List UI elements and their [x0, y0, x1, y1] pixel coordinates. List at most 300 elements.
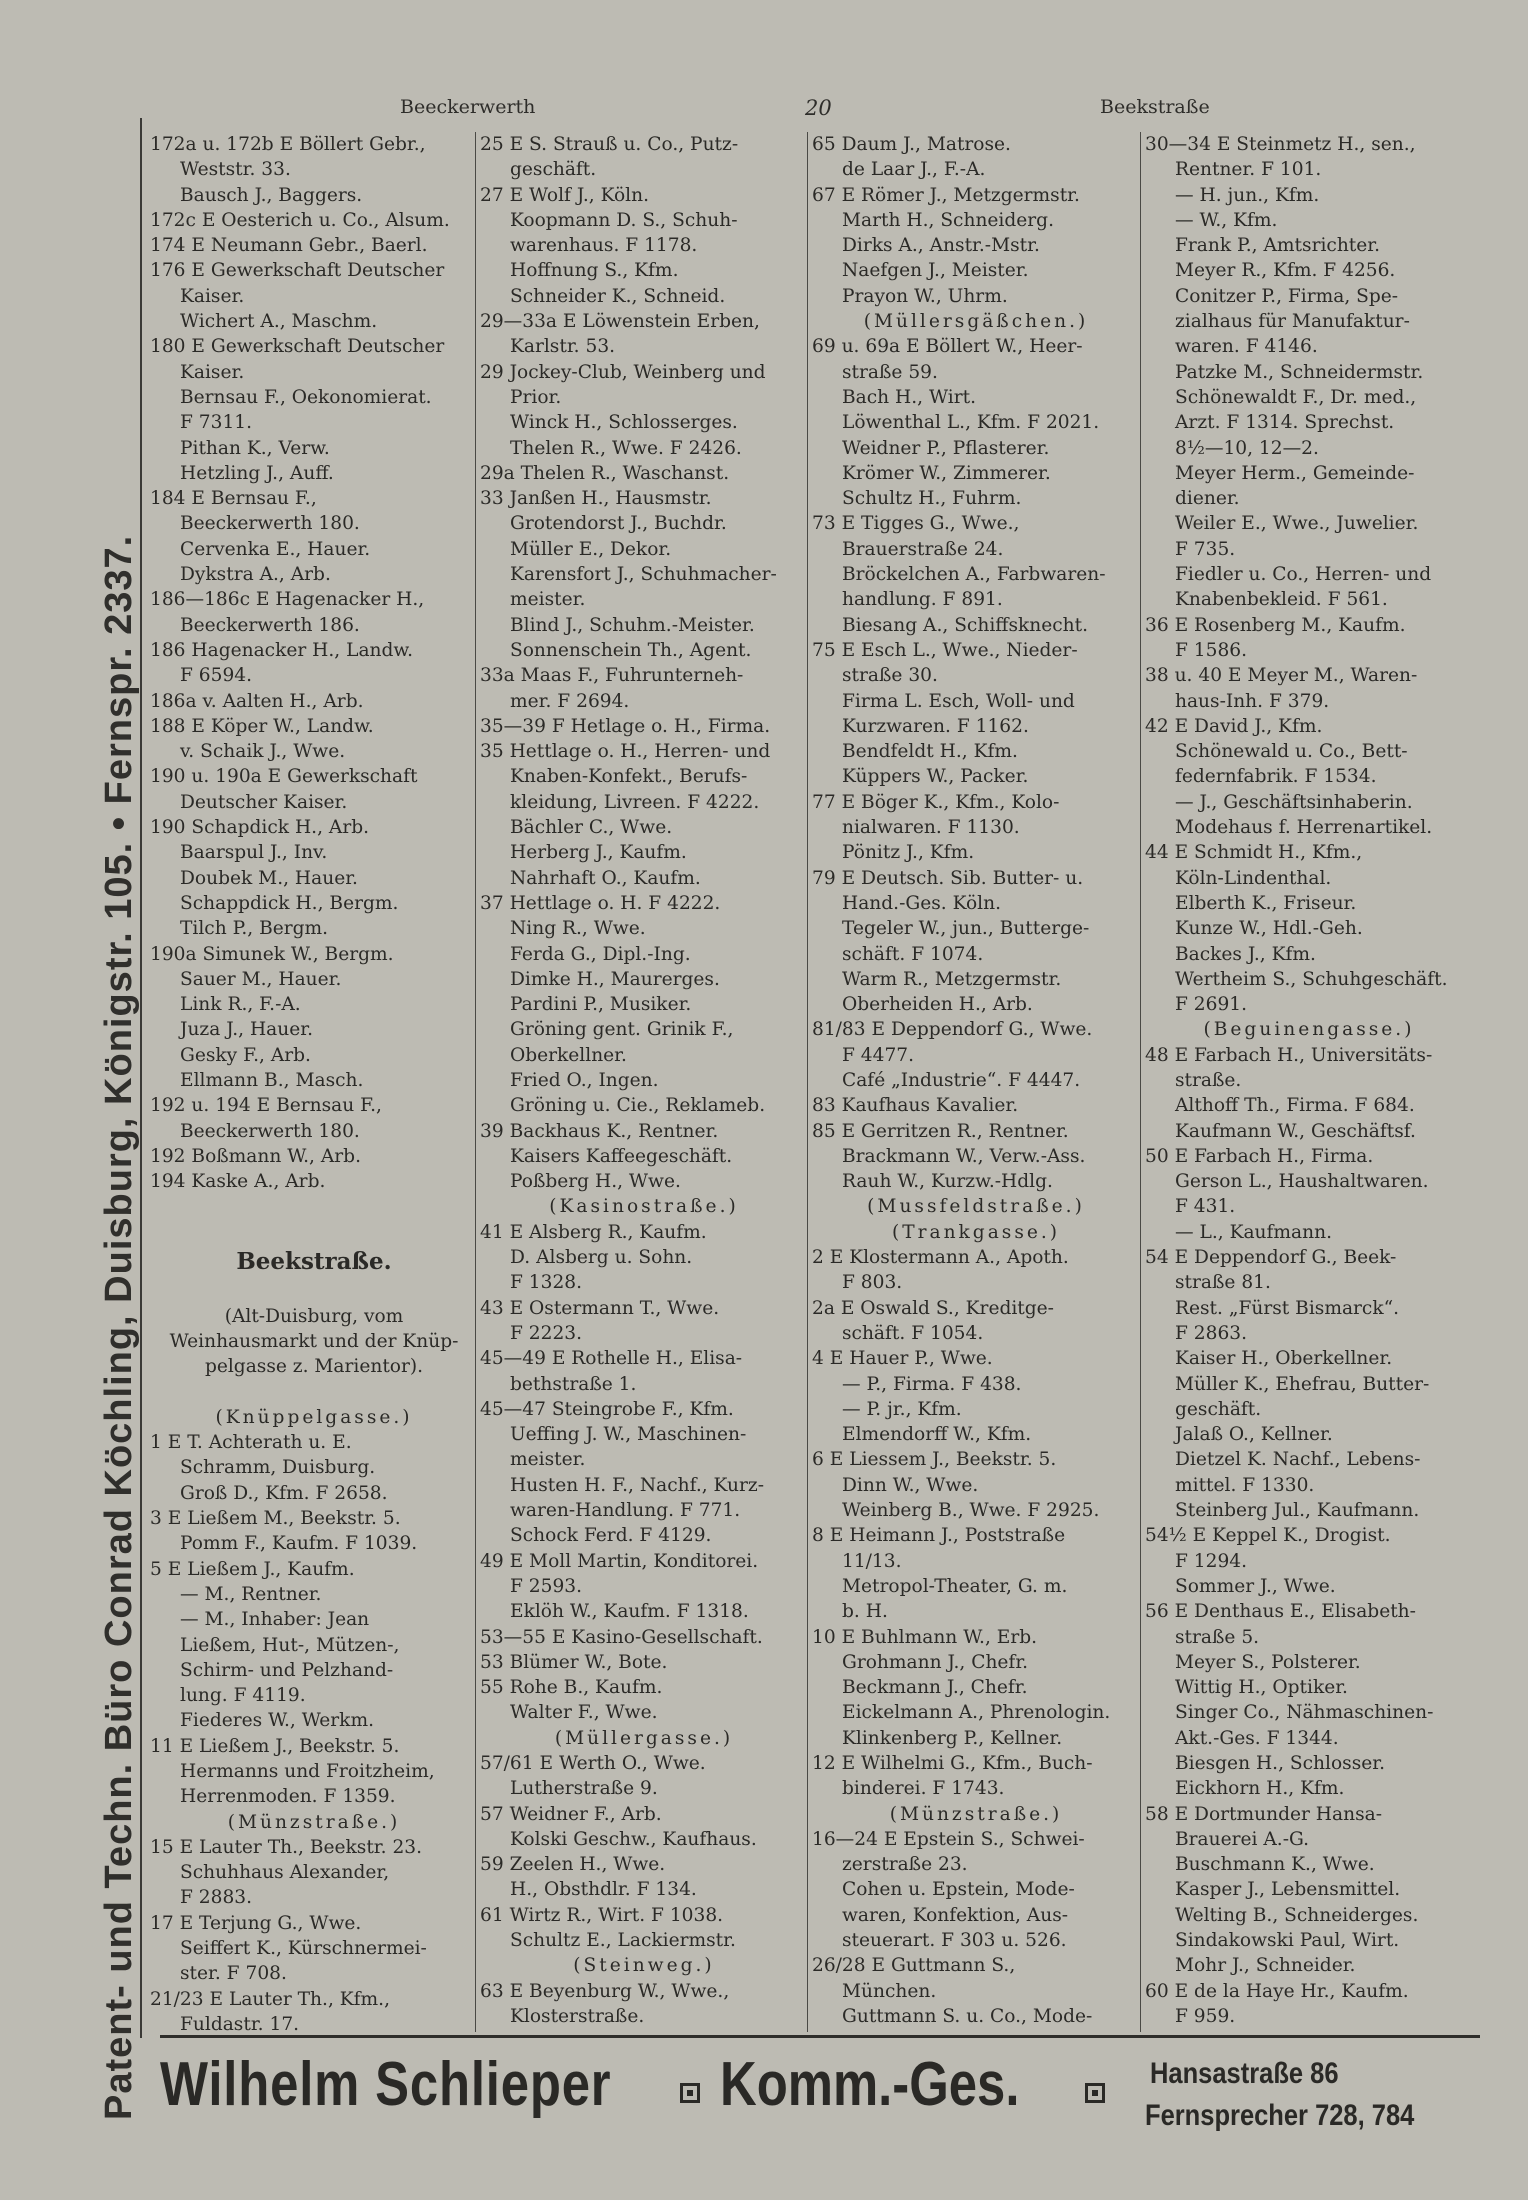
directory-entry: Kaufmann W., Geschäftsf. — [1175, 1120, 1416, 1142]
directory-entry: 57/61 E Werth O., Wwe. — [480, 1753, 706, 1774]
cross-street-label: (Beguinengasse.) — [1203, 1019, 1415, 1041]
directory-entry: Poßberg H., Wwe. — [510, 1171, 681, 1193]
directory-entry: Metropol-Theater, G. m. — [842, 1575, 1068, 1597]
directory-entry: ster. F 708. — [180, 1963, 287, 1985]
bottom-advertisement — [160, 2045, 1490, 2155]
directory-entry: 11 E Ließem J., Beekstr. 5. — [150, 1735, 400, 1757]
directory-entry: Schappdick H., Bergm. — [180, 892, 399, 914]
directory-entry: meister. — [510, 589, 586, 611]
directory-entry: Patzke M., Schneidermstr. — [1175, 361, 1424, 383]
directory-entry: 42 E David J., Kfm. — [1145, 715, 1323, 737]
directory-entry: Dimke H., Maurerges. — [510, 968, 720, 990]
directory-entry: Link R., F.-A. — [180, 994, 301, 1016]
directory-entry: Biesgen H., Schlosser. — [1175, 1753, 1386, 1774]
directory-entry: federnfabrik. F 1534. — [1175, 766, 1377, 788]
directory-entry: Eickelmann A., Phrenologin. — [842, 1702, 1111, 1724]
page-number: 20 — [805, 96, 832, 120]
directory-entry: — P., Firma. F 438. — [842, 1373, 1022, 1395]
directory-entry: Weinhausmarkt und der Knüp- — [169, 1330, 459, 1352]
directory-entry: straße 59. — [842, 361, 938, 383]
directory-entry: 27 E Wolf J., Köln. — [480, 184, 649, 206]
directory-entry: Elberth K., Friseur. — [1175, 892, 1357, 914]
side-divider — [140, 118, 142, 2038]
directory-entry: F 6594. — [180, 665, 253, 687]
bottom-divider — [160, 2035, 1480, 2038]
directory-entry: mittel. F 1330. — [1175, 1474, 1315, 1496]
directory-entry: 12 E Wilhelmi G., Kfm., Buch- — [812, 1753, 1093, 1774]
directory-entry: Gesky F., Arb. — [180, 1044, 311, 1066]
directory-entry: Fiedler u. Co., Herren- und — [1175, 564, 1432, 586]
directory-entry: Arzt. F 1314. Sprechst. — [1175, 412, 1395, 434]
directory-entry: 44 E Schmidt H., Kfm., — [1145, 842, 1363, 864]
directory-entry: F 1294. — [1175, 1550, 1248, 1572]
directory-entry: F 735. — [1175, 538, 1236, 560]
directory-entry: Hoffnung S., Kfm. — [510, 260, 679, 282]
directory-entry — [150, 1278, 478, 1303]
directory-entry: Fuldastr. 17. — [180, 2013, 300, 2032]
directory-entry: 54½ E Keppel K., Drogist. — [1145, 1525, 1391, 1547]
directory-entry: 79 E Deutsch. Sib. Butter- u. — [812, 867, 1084, 889]
directory-entry: 33 Janßen H., Hausmstr. — [480, 488, 712, 510]
column-1 — [150, 132, 478, 2032]
directory-entry: 4 E Hauer P., Wwe. — [812, 1348, 993, 1370]
directory-entry: straße 5. — [1175, 1626, 1260, 1648]
directory-entry: Grotendorst J., Buchdr. — [510, 513, 727, 535]
directory-entry: 174 E Neumann Gebr., Baerl. — [150, 235, 428, 257]
column-3 — [812, 132, 1140, 2032]
directory-entry: Hand.-Ges. Köln. — [842, 892, 1002, 914]
directory-entry: 83 Kaufhaus Kavalier. — [812, 1095, 1019, 1117]
directory-entry: F 1586. — [1175, 639, 1248, 661]
directory-entry: nialwaren. F 1130. — [842, 817, 1020, 839]
directory-entry: 194 Kaske A., Arb. — [150, 1171, 326, 1193]
directory-entry: Wittig H., Optiker. — [1175, 1677, 1348, 1699]
directory-entry: — M., Rentner. — [180, 1583, 322, 1605]
directory-entry: Sindakowski Paul, Wirt. — [1175, 1930, 1400, 1952]
directory-entry: Schönewald u. Co., Bett- — [1175, 741, 1408, 763]
cross-street-label: (Müllergasse.) — [554, 1727, 734, 1749]
directory-entry — [150, 1220, 478, 1245]
directory-entry: Café „Industrie“. F 4447. — [842, 1069, 1081, 1091]
directory-entry: Schuhhaus Alexander, — [180, 1862, 390, 1884]
directory-entry: Dykstra A., Arb. — [180, 564, 331, 586]
column-2 — [480, 132, 808, 2032]
directory-entry: Eklöh W., Kaufm. F 1318. — [510, 1601, 749, 1623]
directory-entry: Rentner. F 101. — [1175, 159, 1322, 181]
directory-entry: Pardini P., Musiker. — [510, 994, 692, 1016]
directory-entry: straße. — [1175, 1069, 1242, 1091]
directory-entry: 43 E Ostermann T., Wwe. — [480, 1297, 720, 1319]
directory-entry — [150, 1380, 478, 1405]
directory-entry: diener. — [1175, 488, 1240, 510]
directory-entry: München. — [842, 1980, 937, 2002]
directory-entry: Kunze W., Hdl.-Geh. — [1175, 918, 1363, 940]
directory-entry: 2 E Klostermann A., Apoth. — [812, 1247, 1069, 1269]
directory-entry: Karlstr. 53. — [510, 336, 616, 358]
directory-entry: 55 Rohe B., Kaufm. — [480, 1677, 663, 1699]
directory-entry: H., Obsthdlr. F 134. — [510, 1879, 697, 1901]
directory-entry — [812, 2029, 1140, 2032]
directory-entry: 176 E Gewerkschaft Deutscher — [150, 260, 445, 282]
directory-entry: Modehaus f. Herrenartikel. — [1175, 817, 1433, 839]
directory-entry: 37 Hettlage o. H. F 4222. — [480, 892, 721, 914]
directory-entry: 26/28 E Guttmann S., — [812, 1955, 1016, 1977]
cross-street-label: (Trankgasse.) — [891, 1221, 1061, 1243]
directory-entry: 8½—10, 12—2. — [1175, 437, 1319, 459]
directory-entry: F 431. — [1175, 1196, 1236, 1218]
directory-entry: Ning R., Wwe. — [510, 918, 646, 940]
directory-entry: 53 Blümer W., Bote. — [480, 1651, 668, 1673]
directory-entry: mer. F 2694. — [510, 690, 630, 712]
directory-entry: 41 E Alsberg R., Kaufm. — [480, 1221, 707, 1243]
directory-entry: F 2691. — [1175, 994, 1248, 1016]
directory-entry: steuerart. F 303 u. 526. — [842, 1930, 1067, 1952]
directory-entry: 1 E T. Achterath u. E. — [150, 1432, 352, 1454]
directory-entry: binderei. F 1743. — [842, 1778, 1005, 1800]
directory-entry: Pomm F., Kaufm. F 1039. — [180, 1533, 418, 1555]
directory-entry: 30—34 E Steinmetz H., sen., — [1145, 134, 1416, 155]
directory-entry: 172c E Oesterich u. Co., Alsum. — [150, 209, 450, 231]
directory-entry: Bach H., Wirt. — [842, 386, 976, 408]
directory-entry: (Alt-Duisburg, vom — [224, 1305, 404, 1327]
directory-entry: Cervenka E., Hauer. — [180, 538, 371, 560]
directory-entry: Gröning u. Cie., Reklameb. — [510, 1095, 766, 1117]
directory-entry: Herrenmoden. F 1359. — [180, 1786, 396, 1808]
directory-entry: — P. jr., Kfm. — [842, 1398, 962, 1420]
directory-entry: Marth H., Schneiderg. — [842, 209, 1054, 231]
directory-entry: 172a u. 172b E Böllert Gebr., — [150, 134, 426, 155]
ornament-box-icon — [680, 2083, 700, 2103]
directory-entry: Schultz E., Lackiermstr. — [510, 1930, 736, 1952]
directory-entry: 186—186c E Hagenacker H., — [150, 589, 425, 611]
directory-entry: — J., Geschäftsinhaberin. — [1175, 791, 1413, 813]
directory-entry: Eickhorn H., Kfm. — [1175, 1778, 1345, 1800]
directory-entry: Schock Ferd. F 4129. — [510, 1525, 712, 1547]
directory-entry: Beckmann J., Chefr. — [842, 1677, 1028, 1699]
directory-entry: 21/23 E Lauter Th., Kfm., — [150, 1988, 390, 2010]
directory-entry: Pönitz J., Kfm. — [842, 842, 975, 864]
directory-entry: zerstraße 23. — [842, 1854, 968, 1876]
directory-entry: Dietzel K. Nachf., Lebens- — [1175, 1449, 1421, 1471]
directory-entry: warenhaus. F 1178. — [510, 235, 698, 257]
side-advertisement: Patent- und Techn. Büro Conrad Köchling, Duisburg, Königstr. 105. • Fernspr. 2337. — [98, 534, 140, 2120]
directory-entry: D. Alsberg u. Sohn. — [510, 1247, 693, 1269]
directory-entry: Schirm- und Pelzhand- — [180, 1659, 394, 1681]
directory-entry: Warm R., Metzgermstr. — [842, 968, 1062, 990]
directory-entry: Prior. — [510, 386, 562, 408]
directory-entry: Biesang A., Schiffsknecht. — [842, 614, 1089, 636]
directory-entry: — L., Kaufmann. — [1175, 1221, 1332, 1243]
directory-entry: schäft. F 1054. — [842, 1322, 984, 1344]
directory-entry: Herberg J., Kaufm. — [510, 842, 687, 864]
directory-entry: Backes J., Kfm. — [1175, 943, 1316, 965]
directory-entry: Tilch P., Bergm. — [180, 918, 329, 940]
directory-entry: Grohmann J., Chefr. — [842, 1651, 1029, 1673]
directory-entry: Buschmann K., Wwe. — [1175, 1854, 1375, 1876]
directory-entry: geschäft. — [1175, 1398, 1262, 1420]
header-left-street: Beeckerwerth — [400, 96, 536, 118]
directory-entry: 188 E Köper W., Landw. — [150, 715, 374, 737]
directory-entry: Lutherstraße 9. — [510, 1778, 658, 1800]
directory-entry: Kaisers Kaffeegeschäft. — [510, 1145, 733, 1167]
directory-entry: Pithan K., Verw. — [180, 437, 330, 459]
directory-entry: Husten H. F., Nachf., Kurz- — [510, 1474, 764, 1496]
directory-entry: 56 E Denthaus E., Elisabeth- — [1145, 1601, 1416, 1623]
directory-entry: 17 E Terjung G., Wwe. — [150, 1912, 362, 1934]
directory-entry: Tegeler W., jun., Butterge- — [842, 918, 1090, 940]
column-divider — [1140, 132, 1141, 2032]
directory-entry: Frank P., Amtsrichter. — [1175, 235, 1381, 257]
directory-entry: Weiler E., Wwe., Juwelier. — [1175, 513, 1419, 535]
directory-entry: — H. jun., Kfm. — [1175, 184, 1320, 206]
directory-entry: Deutscher Kaiser. — [180, 791, 348, 813]
directory-entry: Firma L. Esch, Woll- und — [842, 690, 1075, 712]
directory-entry: Knaben-Konfekt., Berufs- — [510, 766, 748, 788]
directory-entry: 25 E S. Strauß u. Co., Putz- — [480, 134, 739, 155]
directory-entry: Kolski Geschw., Kaufhaus. — [510, 1828, 757, 1850]
cross-street-label: (Mussfeldstraße.) — [867, 1196, 1085, 1218]
directory-entry: Klosterstraße. — [510, 2005, 645, 2027]
directory-entry: Winck H., Schlosserges. — [510, 412, 738, 434]
directory-entry: 186 Hagenacker H., Landw. — [150, 639, 414, 661]
directory-entry: Sommer J., Wwe. — [1175, 1575, 1336, 1597]
directory-entry: geschäft. — [510, 159, 597, 181]
directory-entry: Althoff Th., Firma. F 684. — [1175, 1095, 1415, 1117]
directory-entry: Wichert A., Maschm. — [180, 311, 378, 333]
directory-entry: de Laar J., F.-A. — [842, 159, 986, 181]
directory-entry: 61 Wirtz R., Wirt. F 1038. — [480, 1904, 724, 1926]
directory-entry: F 2863. — [1175, 1322, 1248, 1344]
directory-entry: 65 Daum J., Matrose. — [812, 134, 1011, 155]
directory-entry: F 2593. — [510, 1575, 583, 1597]
directory-entry: F 1328. — [510, 1272, 583, 1294]
directory-entry: Beeckerwerth 180. — [180, 1120, 360, 1142]
directory-entry: 16—24 E Epstein S., Schwei- — [812, 1828, 1085, 1850]
cross-street-label: (Kasinostraße.) — [549, 1196, 739, 1218]
directory-entry: Ellmann B., Masch. — [180, 1069, 364, 1091]
directory-entry: F 2223. — [510, 1322, 583, 1344]
directory-entry: F 2883. — [180, 1887, 253, 1909]
directory-entry: meister. — [510, 1449, 586, 1471]
directory-entry: 54 E Deppendorf G., Beek- — [1145, 1247, 1397, 1269]
directory-entry — [480, 2029, 808, 2032]
directory-entry: Müller K., Ehefrau, Butter- — [1175, 1373, 1430, 1395]
directory-entry: Baarspul J., Inv. — [180, 842, 328, 864]
directory-entry: Sonnenschein Th., Agent. — [510, 639, 752, 661]
header-right-street: Beekstraße — [1100, 96, 1210, 118]
directory-entry: Löwenthal L., Kfm. F 2021. — [842, 412, 1100, 434]
directory-entry — [1145, 2029, 1473, 2032]
directory-entry: Köln-Lindenthal. — [1175, 867, 1332, 889]
directory-entry: Oberkellner. — [510, 1044, 627, 1066]
directory-entry: 5 E Ließem J., Kaufm. — [150, 1558, 355, 1580]
directory-entry: b. H. — [842, 1601, 888, 1623]
directory-entry: 190 u. 190a E Gewerkschaft — [150, 766, 418, 788]
directory-entry — [150, 1194, 478, 1219]
directory-entry: Jalaß O., Kellner. — [1175, 1424, 1333, 1446]
directory-entry: 75 E Esch L., Wwe., Nieder- — [812, 639, 1078, 661]
ad-name: Wilhelm Schlieper — [160, 2050, 612, 2119]
cross-street-label: (Münzstraße.) — [889, 1803, 1063, 1825]
directory-entry: Sauer M., Hauer. — [180, 968, 342, 990]
directory-entry: zialhaus für Manufaktur- — [1175, 311, 1410, 333]
directory-entry: Meyer S., Polsterer. — [1175, 1651, 1361, 1673]
column-4 — [1145, 132, 1473, 2032]
directory-entry: Brauerei A.-G. — [1175, 1828, 1310, 1850]
directory-entry: Brauerstraße 24. — [842, 538, 1004, 560]
directory-entry: 29a Thelen R., Waschanst. — [480, 462, 730, 484]
ad-company: Komm.-Ges. — [720, 2050, 1020, 2119]
directory-entry: Schramm, Duisburg. — [180, 1457, 376, 1479]
directory-entry: Juza J., Hauer. — [180, 1019, 313, 1041]
directory-entry: bethstraße 1. — [510, 1373, 637, 1395]
directory-entry: Bächler C., Wwe. — [510, 817, 673, 839]
directory-entry: Rauh W., Kurzw.-Hdlg. — [842, 1171, 1053, 1193]
directory-entry: 186a v. Aalten H., Arb. — [150, 690, 364, 712]
directory-entry: Krömer W., Zimmerer. — [842, 462, 1051, 484]
directory-entry: Kaiser. — [180, 361, 245, 383]
directory-entry: 59 Zeelen H., Wwe. — [480, 1854, 666, 1876]
directory-entry: Ferda G., Dipl.-Ing. — [510, 943, 691, 965]
directory-entry: Meyer Herm., Gemeinde- — [1175, 462, 1415, 484]
directory-entry: straße 30. — [842, 665, 938, 687]
directory-entry: pelgasse z. Marientor). — [204, 1356, 424, 1378]
directory-entry: 2a E Oswald S., Kreditge- — [812, 1297, 1054, 1319]
directory-entry: Knabenbekleid. F 561. — [1175, 589, 1388, 611]
directory-entry: Kaiser. — [180, 285, 245, 307]
column-divider — [807, 132, 808, 2032]
directory-entry: 58 E Dortmunder Hansa- — [1145, 1803, 1382, 1825]
directory-entry: 190 Schapdick H., Arb. — [150, 817, 370, 839]
directory-entry: Steinberg Jul., Kaufmann. — [1175, 1500, 1420, 1522]
directory-entry: Brackmann W., Verw.-Ass. — [842, 1145, 1086, 1167]
directory-entry: 29 Jockey-Club, Weinberg und — [480, 361, 766, 383]
directory-entry: 10 E Buhlmann W., Erb. — [812, 1626, 1038, 1648]
directory-entry: Groß D., Kfm. F 2658. — [180, 1482, 388, 1504]
directory-entry: Dinn W., Wwe. — [842, 1474, 979, 1496]
directory-entry: — M., Inhaber: Jean — [180, 1609, 370, 1631]
directory-entry: Weidner P., Pflasterer. — [842, 437, 1050, 459]
directory-entry: Müller E., Dekor. — [510, 538, 672, 560]
directory-entry: Doubek M., Hauer. — [180, 867, 358, 889]
directory-entry: lung. F 4119. — [180, 1685, 306, 1707]
directory-entry: Bernsau F., Oekonomierat. — [180, 386, 432, 408]
directory-entry: Bröckelchen A., Farbwaren- — [842, 564, 1106, 586]
directory-entry: handlung. F 891. — [842, 589, 1003, 611]
directory-entry: — W., Kfm. — [1175, 209, 1278, 231]
directory-entry: straße 81. — [1175, 1272, 1271, 1294]
directory-entry: 184 E Bernsau F., — [150, 488, 317, 510]
directory-entry: 48 E Farbach H., Universitäts- — [1145, 1044, 1433, 1066]
cross-street-label: (Münzstraße.) — [227, 1811, 401, 1833]
directory-entry: v. Schaik J., Wwe. — [180, 741, 346, 763]
directory-entry: 15 E Lauter Th., Beekstr. 23. — [150, 1836, 423, 1858]
directory-entry: Prayon W., Uhrm. — [842, 285, 1008, 307]
directory-entry: 69 u. 69a E Böllert W., Heer- — [812, 336, 1083, 358]
directory-entry: schäft. F 1074. — [842, 943, 984, 965]
directory-entry: 49 E Moll Martin, Konditorei. — [480, 1550, 759, 1572]
directory-entry: Guttmann S. u. Co., Mode- — [842, 2005, 1093, 2027]
directory-entry: 35 Hettlage o. H., Herren- und — [480, 741, 771, 763]
directory-entry: Weinberg B., Wwe. F 2925. — [842, 1500, 1100, 1522]
directory-entry: 190a Simunek W., Bergm. — [150, 943, 394, 965]
directory-entry: Kasper J., Lebensmittel. — [1175, 1879, 1401, 1901]
directory-entry: Seiffert K., Kürschnermei- — [180, 1938, 427, 1960]
ornament-box-icon — [1085, 2083, 1105, 2103]
directory-entry: Welting B., Schneiderges. — [1175, 1904, 1419, 1926]
directory-entry: Beeckerwerth 180. — [180, 513, 360, 535]
directory-entry: Akt.-Ges. F 1344. — [1175, 1727, 1339, 1749]
directory-entry: Nahrhaft O., Kaufm. — [510, 867, 701, 889]
directory-entry: 45—47 Steingrobe F., Kfm. — [480, 1398, 734, 1420]
directory-entry: 11/13. — [842, 1550, 902, 1572]
cross-street-label: (Knüppelgasse.) — [215, 1406, 413, 1428]
directory-entry: Thelen R., Wwe. F 2426. — [510, 437, 742, 459]
column-divider — [475, 132, 476, 2032]
directory-entry: Rest. „Fürst Bismarck“. — [1175, 1297, 1400, 1319]
directory-entry: 29—33a E Löwenstein Erben, — [480, 311, 760, 333]
directory-entry: F 7311. — [180, 412, 253, 434]
directory-entry: Klinkenberg P., Kellner. — [842, 1727, 1063, 1749]
directory-entry: Koopmann D. S., Schuh- — [510, 209, 738, 231]
directory-entry: Kaiser H., Oberkellner. — [1175, 1348, 1393, 1370]
directory-entry: F 803. — [842, 1272, 903, 1294]
directory-entry: 6 E Liessem J., Beekstr. 5. — [812, 1449, 1057, 1471]
directory-entry: Ließem, Hut-, Mützen-, — [180, 1634, 400, 1656]
directory-entry: waren-Handlung. F 771. — [510, 1500, 741, 1522]
directory-entry: Singer Co., Nähmaschinen- — [1175, 1702, 1434, 1724]
directory-entry: 77 E Böger K., Kfm., Kolo- — [812, 791, 1060, 813]
directory-entry: 39 Backhaus K., Rentner. — [480, 1120, 719, 1142]
directory-entry: 38 u. 40 E Meyer M., Waren- — [1145, 665, 1418, 687]
directory-entry: 57 Weidner F., Arb. — [480, 1803, 662, 1825]
directory-entry: Schönewaldt F., Dr. med., — [1175, 386, 1417, 408]
directory-entry: 63 E Beyenburg W., Wwe., — [480, 1980, 730, 2002]
directory-entry: Hermanns und Froitzheim, — [180, 1761, 435, 1782]
directory-entry: 67 E Römer J., Metzgermstr. — [812, 184, 1080, 206]
directory-entry: 36 E Rosenberg M., Kaufm. — [1145, 614, 1406, 636]
directory-entry: Wertheim S., Schuhgeschäft. — [1175, 968, 1448, 990]
directory-entry: Bendfeldt H., Kfm. — [842, 741, 1018, 763]
directory-entry: Oberheiden H., Arb. — [842, 994, 1033, 1016]
directory-entry: Hetzling J., Auff. — [180, 462, 334, 484]
directory-entry: 73 E Tigges G., Wwe., — [812, 513, 1020, 535]
directory-entry: Dirks A., Anstr.-Mstr. — [842, 235, 1040, 257]
directory-entry: Gerson L., Haushaltwaren. — [1175, 1171, 1429, 1193]
ad-phone: Fernsprecher 728, 784 — [1145, 2099, 1415, 2132]
directory-entry: 8 E Heimann J., Poststraße — [812, 1525, 1066, 1547]
directory-entry: F 959. — [1175, 2005, 1236, 2027]
directory-entry: waren. F 4146. — [1175, 336, 1318, 358]
directory-entry: haus-Inh. F 379. — [1175, 690, 1330, 712]
directory-entry: 3 E Ließem M., Beekstr. 5. — [150, 1508, 401, 1530]
directory-entry: waren, Konfektion, Aus- — [842, 1904, 1069, 1926]
cross-street-label: (Müllersgäßchen.) — [863, 311, 1089, 333]
directory-entry: 35—39 F Hetlage o. H., Firma. — [480, 715, 771, 737]
directory-entry: Mohr J., Schneider. — [1175, 1955, 1356, 1977]
directory-entry: Karensfort J., Schuhmacher- — [510, 564, 777, 586]
directory-entry: kleidung, Livreen. F 4222. — [510, 791, 760, 813]
directory-entry: Bausch J., Baggers. — [180, 184, 363, 206]
directory-entry: F 4477. — [842, 1044, 915, 1066]
directory-entry: 192 Boßmann W., Arb. — [150, 1145, 361, 1167]
directory-entry: Ueffing J. W., Maschinen- — [510, 1424, 747, 1446]
directory-entry: Fried O., Ingen. — [510, 1069, 659, 1091]
directory-entry: 53—55 E Kasino-Gesellschaft. — [480, 1626, 763, 1648]
ad-address: Hansastraße 86 — [1150, 2057, 1339, 2090]
directory-entry: Walter F., Wwe. — [510, 1702, 658, 1724]
directory-entry: Blind J., Schuhm.-Meister. — [510, 614, 755, 636]
